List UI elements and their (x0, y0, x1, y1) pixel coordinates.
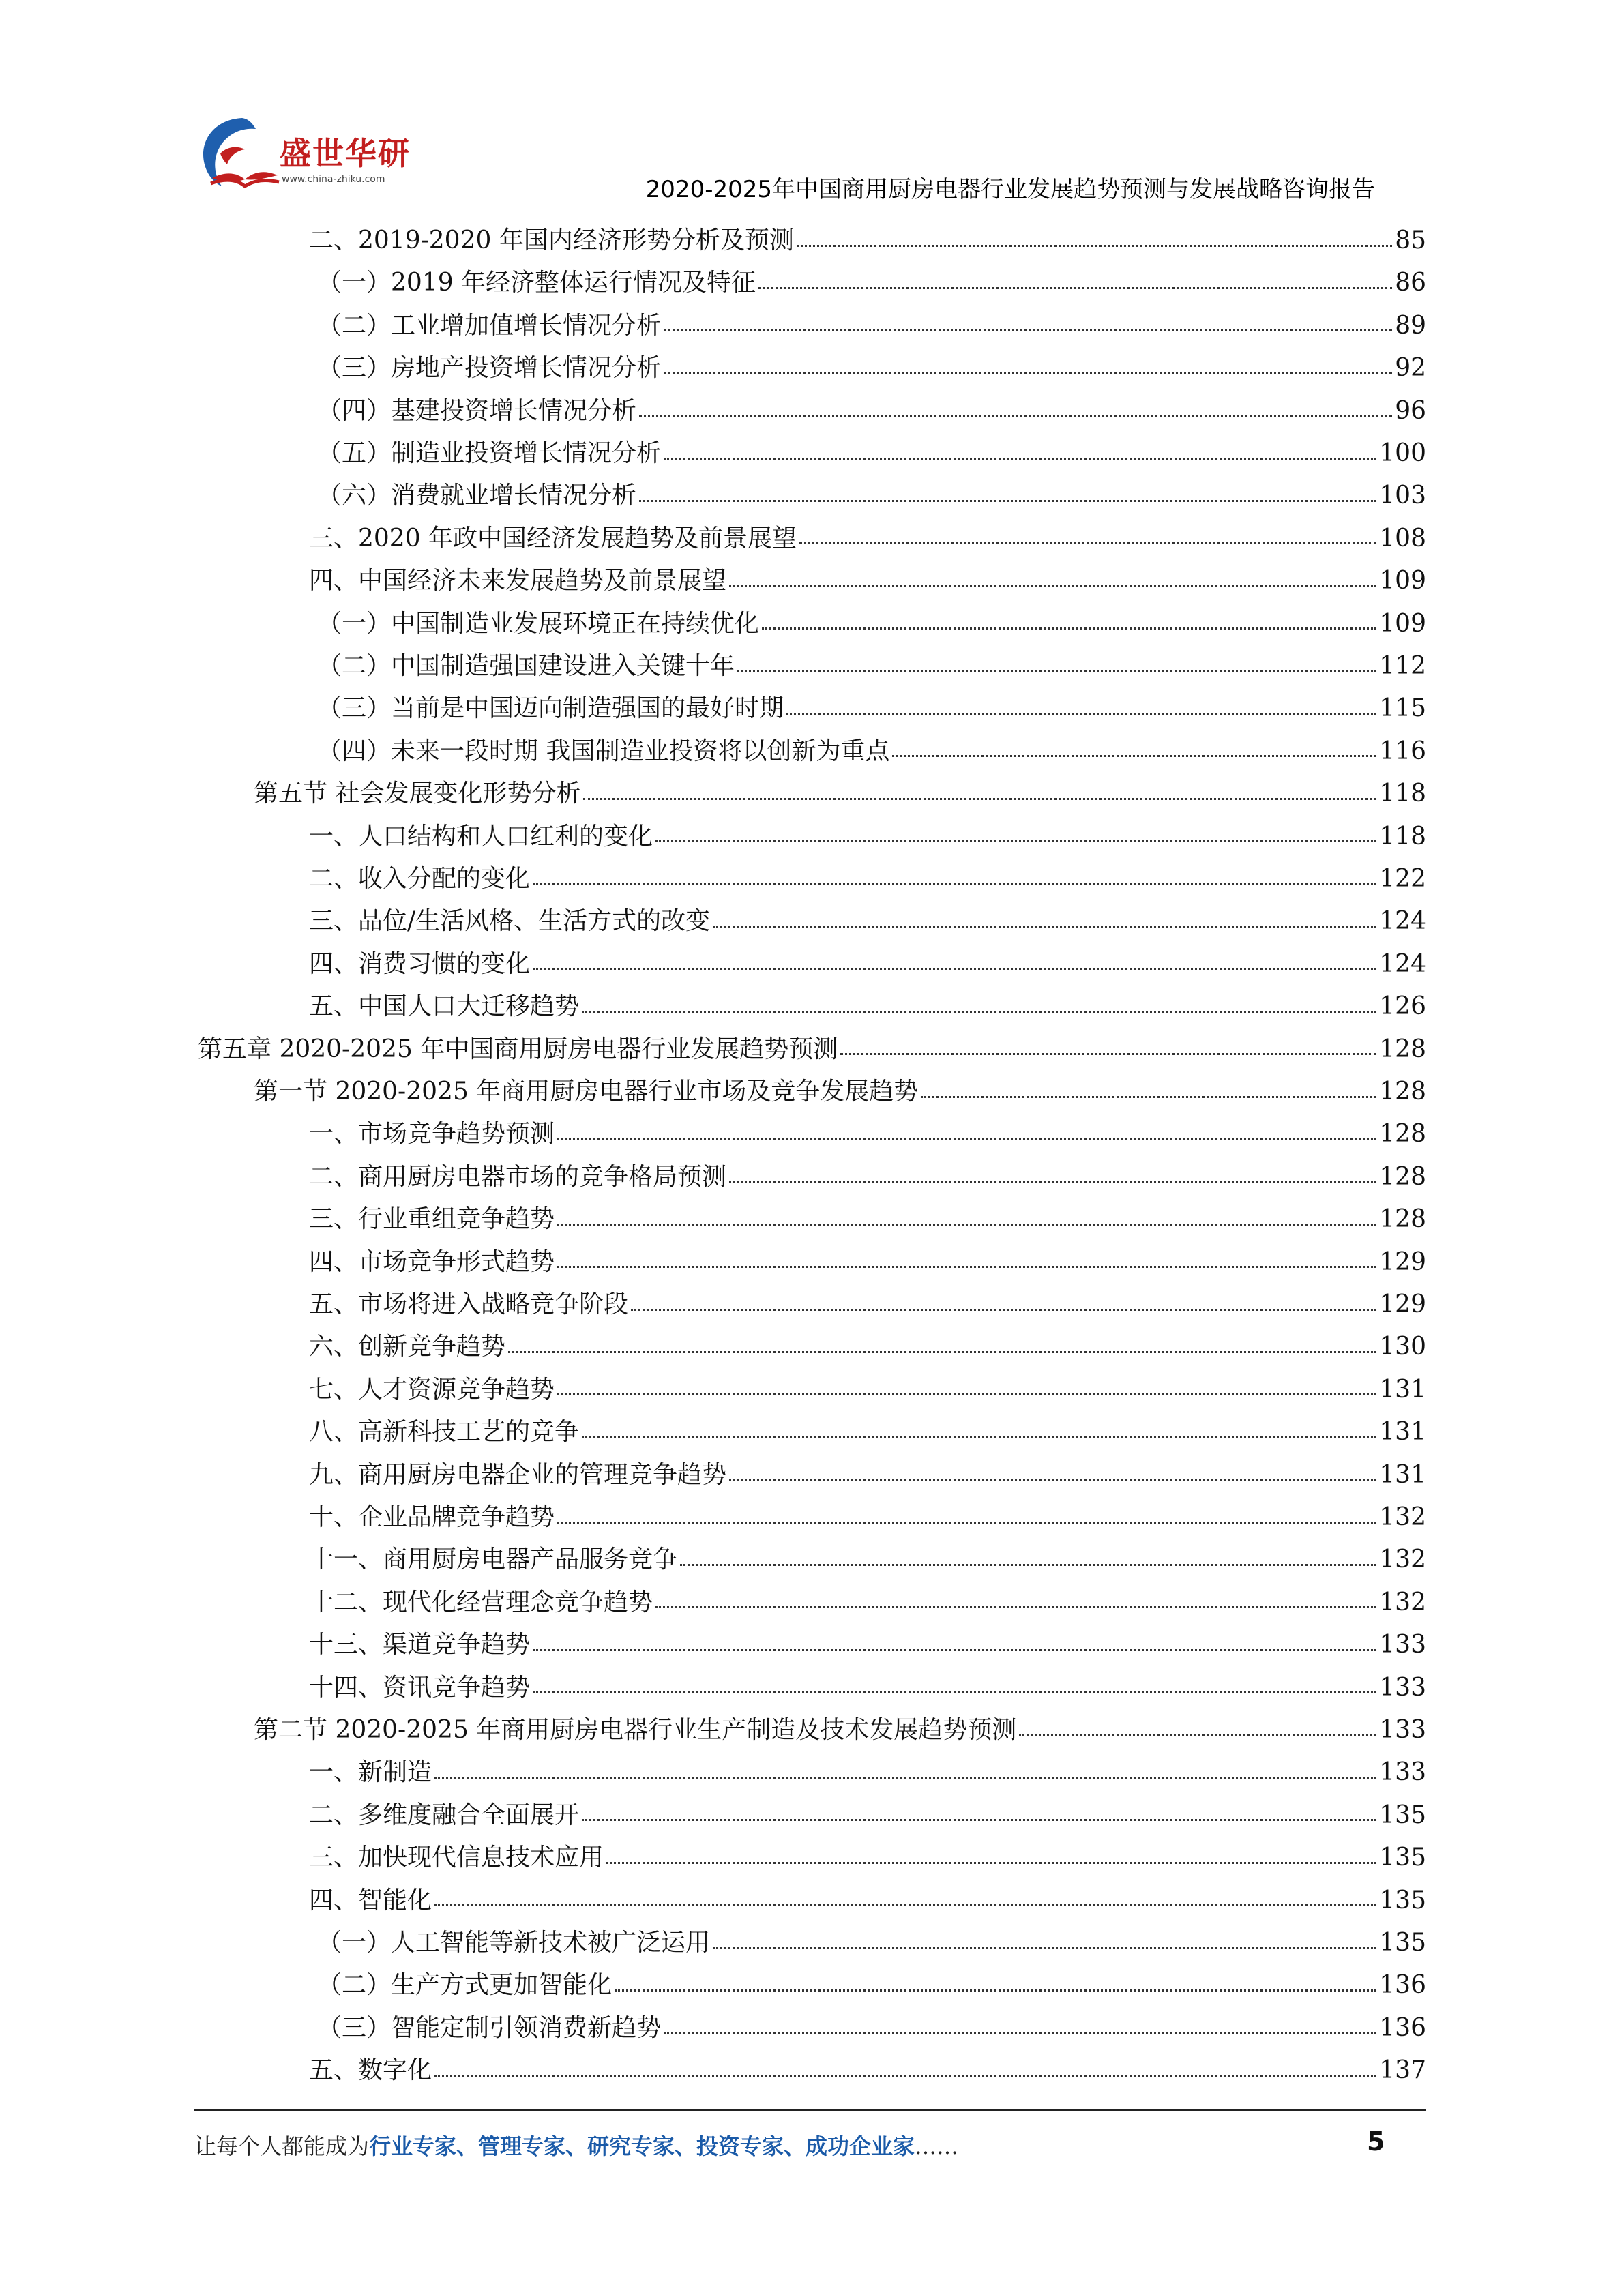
toc-entry-page: 135 (1379, 1929, 1426, 1957)
toc-entry-page: 133 (1379, 1673, 1426, 1702)
toc-entry-page: 136 (1379, 2013, 1426, 2042)
toc-entry[interactable] (309, 1794, 1426, 1837)
toc-entry[interactable] (254, 773, 1426, 815)
toc-entry-page: 133 (1379, 1758, 1426, 1787)
toc-entry-page: 116 (1379, 737, 1426, 765)
toc-entry[interactable] (317, 645, 1426, 687)
toc-dot-leader (729, 1479, 1376, 1481)
toc-entry-page: 128 (1379, 1035, 1426, 1063)
toc-entry-page: 86 (1395, 269, 1426, 297)
toc-entry-title: （三）当前是中国迈向制造强国的最好时期 (317, 694, 784, 723)
toc-dot-leader (921, 1096, 1376, 1098)
toc-dot-leader (797, 245, 1392, 247)
toc-dot-leader (557, 1138, 1376, 1140)
toc-dot-leader (840, 1053, 1376, 1055)
toc-entry-page: 115 (1379, 694, 1426, 723)
toc-entry-title: 七、人才资源竞争趋势 (309, 1375, 555, 1404)
toc-entry-title: 六、创新竞争趋势 (309, 1333, 506, 1361)
toc-dot-leader (655, 840, 1376, 842)
report-title: 2020-2025年中国商用厨房电器行业发展趋势预测与发展战略咨询报告 (645, 176, 1375, 203)
toc-entry-title: 二、商用厨房电器市场的竞争格局预测 (309, 1162, 727, 1191)
footer-divider (194, 2109, 1426, 2111)
toc-dot-leader (664, 372, 1392, 374)
toc-dot-leader (729, 585, 1376, 587)
toc-entry[interactable] (317, 262, 1426, 304)
toc-entry-title: 第二节 2020-2025 年商用厨房电器行业生产制造及技术发展趋势预测 (254, 1716, 1017, 1744)
footer-slogan-prefix: 让每个人都能成为 (194, 2133, 370, 2159)
toc-dot-leader (582, 1436, 1376, 1438)
toc-dot-leader (737, 670, 1376, 672)
toc-entry[interactable] (317, 1922, 1426, 1964)
footer-slogan-highlight: 行业专家、管理专家、研究专家、投资专家、成功企业家 (369, 2133, 915, 2159)
toc-entry-page: 133 (1379, 1716, 1426, 1744)
toc-dot-leader (631, 1309, 1376, 1311)
toc-dot-leader (533, 1691, 1376, 1693)
toc-entry-page: 136 (1379, 1971, 1426, 2000)
toc-entry[interactable] (309, 1837, 1426, 1879)
toc-dot-leader (664, 329, 1392, 331)
toc-entry[interactable] (309, 1369, 1426, 1411)
footer-slogan (194, 2129, 958, 2161)
toc-dot-leader (639, 415, 1392, 417)
toc-dot-leader (729, 1181, 1376, 1183)
toc-entry-page: 128 (1379, 1120, 1426, 1149)
toc-entry-page: 137 (1379, 2056, 1426, 2085)
toc-entry-title: 十、企业品牌竞争趋势 (309, 1503, 555, 1531)
toc-dot-leader (557, 1224, 1376, 1226)
toc-dot-leader (582, 1011, 1376, 1013)
toc-dot-leader (762, 627, 1376, 630)
toc-entry-page: 109 (1379, 567, 1426, 595)
toc-dot-leader (713, 1947, 1376, 1949)
toc-entry[interactable] (309, 900, 1426, 943)
toc-entry-page: 85 (1395, 226, 1426, 254)
toc-entry-page: 131 (1379, 1418, 1426, 1447)
toc-entry[interactable] (309, 1241, 1426, 1284)
toc-entry-page: 135 (1379, 1801, 1426, 1829)
toc-entry-title: 九、商用厨房电器企业的管理竞争趋势 (309, 1460, 727, 1489)
toc-entry-title: 四、消费习惯的变化 (309, 949, 531, 978)
toc-entry-title: 第五节 社会发展变化形势分析 (254, 780, 581, 808)
toc-dot-leader (557, 1522, 1376, 1524)
toc-entry[interactable] (309, 518, 1426, 560)
toc-entry-title: （二）生产方式更加智能化 (317, 1971, 612, 2000)
toc-entry-page: 128 (1379, 1162, 1426, 1191)
toc-entry-title: （六）消费就业增长情况分析 (317, 482, 637, 510)
toc-entry-page: 92 (1395, 354, 1426, 383)
toc-entry-page: 100 (1379, 439, 1426, 467)
toc-entry-title: 五、市场将进入战略竞争阶段 (309, 1290, 629, 1318)
toc-entry-title: （一）人工智能等新技术被广泛运用 (317, 1929, 711, 1957)
toc-entry-title: 五、数字化 (309, 2056, 432, 2085)
toc-dot-leader (434, 1777, 1376, 1779)
toc-entry-title: 三、2020 年政中国经济发展趋势及前景展望 (309, 524, 797, 552)
toc-entry-page: 124 (1379, 907, 1426, 936)
toc-entry[interactable] (309, 986, 1426, 1028)
toc-entry[interactable] (309, 1539, 1426, 1581)
toc-dot-leader (434, 2075, 1376, 2077)
toc-entry[interactable] (317, 603, 1426, 645)
toc-dot-leader (758, 287, 1392, 289)
toc-entry-title: （四）基建投资增长情况分析 (317, 396, 637, 425)
toc-entry-title: 四、中国经济未来发展趋势及前景展望 (309, 567, 727, 595)
toc-dot-leader (639, 500, 1376, 502)
toc-dot-leader (892, 755, 1376, 757)
toc-entry[interactable] (309, 560, 1426, 602)
toc-entry-title: 十二、现代化经营理念竞争趋势 (309, 1588, 653, 1616)
toc-entry-title: （一）中国制造业发展环境正在持续优化 (317, 609, 760, 638)
toc-dot-leader (606, 1862, 1376, 1864)
toc-entry-page: 112 (1379, 652, 1426, 680)
toc-entry-title: 一、新制造 (309, 1758, 432, 1787)
toc-dot-leader (582, 1819, 1376, 1821)
toc-dot-leader (533, 883, 1376, 885)
toc-entry[interactable] (309, 1411, 1426, 1453)
toc-entry-title: 一、市场竞争趋势预测 (309, 1120, 555, 1149)
toc-dot-leader (786, 713, 1376, 715)
toc-entry-title: （五）制造业投资增长情况分析 (317, 439, 662, 467)
toc-dot-leader (557, 1393, 1376, 1395)
toc-entry-page: 118 (1379, 822, 1426, 850)
toc-entry-title: 第一节 2020-2025 年商用厨房电器行业市场及竞争发展趋势 (254, 1078, 919, 1106)
toc-entry-title: 三、加快现代信息技术应用 (309, 1844, 604, 1872)
toc-entry[interactable] (309, 1624, 1426, 1666)
toc-entry-page: 133 (1379, 1631, 1426, 1659)
toc-entry[interactable] (309, 220, 1426, 262)
toc-entry-page: 128 (1379, 1205, 1426, 1234)
footer-slogan-suffix: …… (915, 2133, 959, 2159)
toc-entry[interactable] (317, 687, 1426, 730)
toc-entry[interactable] (309, 1156, 1426, 1198)
toc-entry[interactable] (198, 1028, 1426, 1071)
toc-entry-title: （三）房地产投资增长情况分析 (317, 354, 662, 383)
toc-dot-leader (533, 968, 1376, 970)
toc-entry-page: 103 (1379, 482, 1426, 510)
toc-entry-page: 122 (1379, 865, 1426, 893)
toc-entry[interactable] (254, 1071, 1426, 1113)
toc-entry[interactable] (317, 475, 1426, 517)
toc-entry-title: （四）未来一段时期 我国制造业投资将以创新为重点 (317, 737, 890, 765)
toc-entry-page: 126 (1379, 992, 1426, 1021)
toc-entry-page: 135 (1379, 1844, 1426, 1872)
toc-entry-page: 132 (1379, 1503, 1426, 1531)
toc-entry[interactable] (309, 1198, 1426, 1241)
toc-dot-leader (664, 2032, 1376, 2034)
toc-entry[interactable] (317, 390, 1426, 432)
toc-dot-leader (1019, 1734, 1376, 1736)
toc-entry-title: 三、行业重组竞争趋势 (309, 1205, 555, 1234)
toc-entry-page: 132 (1379, 1588, 1426, 1616)
toc-entry-page: 109 (1379, 609, 1426, 638)
toc-dot-leader (664, 458, 1376, 460)
toc-entry-page: 129 (1379, 1247, 1426, 1276)
page-number: 5 (1367, 2127, 1385, 2157)
toc-entry-title: 四、智能化 (309, 1886, 432, 1914)
toc-entry-title: （二）工业增加值增长情况分析 (317, 311, 662, 340)
toc-entry-title: 二、收入分配的变化 (309, 865, 531, 893)
toc-entry-title: 五、中国人口大迁移趋势 (309, 992, 580, 1021)
toc-dot-leader (533, 1649, 1376, 1651)
brand-url: www.china-zhiku.com (282, 174, 385, 185)
toc-entry-title: （二）中国制造强国建设进入关键十年 (317, 652, 735, 680)
toc-entry[interactable] (309, 1284, 1426, 1326)
toc-entry[interactable] (309, 1667, 1426, 1709)
toc-entry-page: 131 (1379, 1375, 1426, 1404)
toc-entry[interactable] (309, 2049, 1426, 2092)
toc-entry-title: 三、品位/生活风格、生活方式的改变 (309, 907, 711, 936)
toc-entry[interactable] (309, 858, 1426, 900)
page-header (0, 0, 1624, 205)
toc-entry-page: 128 (1379, 1078, 1426, 1106)
toc-entry-title: 二、2019-2020 年国内经济形势分析及预测 (309, 226, 794, 254)
brand-logo (194, 113, 419, 201)
toc-entry-page: 124 (1379, 949, 1426, 978)
toc-entry[interactable] (309, 1113, 1426, 1155)
toc-entry[interactable] (317, 305, 1426, 347)
toc-entry-page: 130 (1379, 1333, 1426, 1361)
toc-entry-title: 四、市场竞争形式趋势 (309, 1247, 555, 1276)
toc-entry-title: （三）智能定制引领消费新趋势 (317, 2013, 662, 2042)
toc-entry-page: 96 (1395, 396, 1426, 425)
toc-entry[interactable] (309, 1751, 1426, 1794)
toc-entry-title: 八、高新科技工艺的竞争 (309, 1418, 580, 1447)
toc-entry-title: 十三、渠道竞争趋势 (309, 1631, 531, 1659)
toc-entry-title: 十四、资讯竞争趋势 (309, 1673, 531, 1702)
toc-entry[interactable] (309, 943, 1426, 986)
toc-entry[interactable] (309, 1496, 1426, 1539)
toc-entry-title: 第五章 2020-2025 年中国商用厨房电器行业发展趋势预测 (198, 1035, 838, 1063)
toc-entry-title: （一）2019 年经济整体运行情况及特征 (317, 269, 756, 297)
toc-dot-leader (713, 926, 1376, 928)
toc-entry[interactable] (317, 1964, 1426, 2007)
toc-dot-leader (615, 1989, 1376, 1992)
toc-entry-page: 131 (1379, 1460, 1426, 1489)
toc-entry[interactable] (317, 432, 1426, 475)
brand-name: 盛世华研 (280, 135, 411, 172)
toc-entry[interactable] (317, 730, 1426, 773)
toc-entry-title: 十一、商用厨房电器产品服务竞争 (309, 1545, 678, 1574)
toc-dot-leader (680, 1564, 1376, 1566)
toc-dot-leader (583, 798, 1376, 800)
toc-dot-leader (799, 542, 1376, 544)
toc-entry-page: 129 (1379, 1290, 1426, 1318)
toc-dot-leader (434, 1904, 1376, 1906)
book-swirl-icon (194, 113, 280, 201)
toc-dot-leader (557, 1266, 1376, 1268)
toc-entry[interactable] (309, 1326, 1426, 1368)
toc-entry-page: 132 (1379, 1545, 1426, 1574)
toc-entry-title: 二、多维度融合全面展开 (309, 1801, 580, 1829)
toc-entry[interactable] (309, 1880, 1426, 1922)
toc-entry-page: 135 (1379, 1886, 1426, 1914)
toc-entry-title: 一、人口结构和人口红利的变化 (309, 822, 653, 850)
toc-entry-page: 108 (1379, 524, 1426, 552)
toc-dot-leader (655, 1606, 1376, 1608)
toc-entry[interactable] (254, 1709, 1426, 1751)
toc-entry-page: 89 (1395, 311, 1426, 340)
toc-dot-leader (508, 1351, 1376, 1353)
toc-entry-page: 118 (1379, 780, 1426, 808)
toc-entry[interactable] (317, 347, 1426, 389)
toc-entry[interactable] (309, 1582, 1426, 1624)
toc-entry[interactable] (317, 2007, 1426, 2049)
toc-entry[interactable] (309, 1454, 1426, 1496)
toc-entry[interactable] (309, 816, 1426, 858)
